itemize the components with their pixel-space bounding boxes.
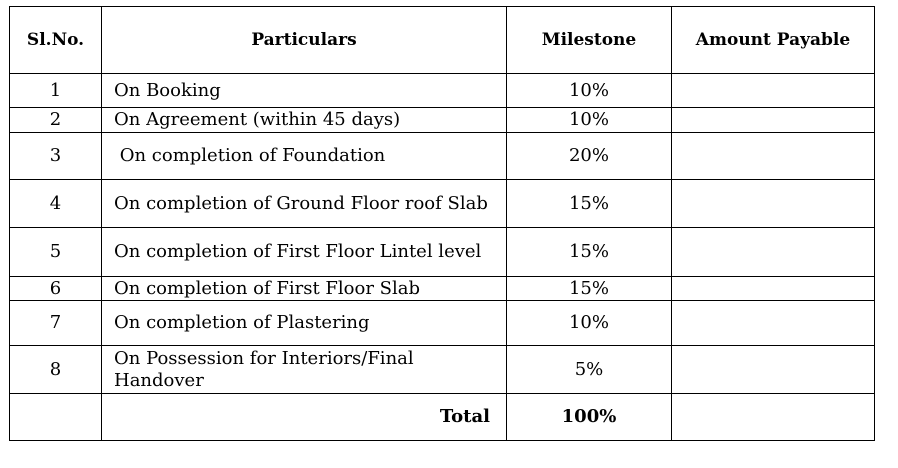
payment-schedule-table <box>9 6 875 441</box>
total-label: Total <box>102 394 507 441</box>
table-row <box>10 277 875 301</box>
sl-no-cell: 7 <box>10 301 102 346</box>
milestone-cell: 15% <box>507 228 672 277</box>
amount-cell <box>672 133 875 180</box>
header-sl-no: Sl.No. <box>10 7 102 74</box>
amount-cell <box>672 301 875 346</box>
amount-cell <box>672 346 875 394</box>
sl-no-cell: 5 <box>10 228 102 277</box>
table-row <box>10 228 875 277</box>
sl-no-cell: 6 <box>10 277 102 301</box>
table-row <box>10 301 875 346</box>
particulars-cell: On Possession for Interiors/Final Handover <box>102 346 507 394</box>
amount-cell <box>672 108 875 133</box>
sl-no-cell: 3 <box>10 133 102 180</box>
table-row <box>10 74 875 108</box>
amount-cell <box>672 74 875 108</box>
amount-cell <box>672 277 875 301</box>
milestone-cell: 15% <box>507 180 672 228</box>
particulars-cell: On completion of Foundation <box>102 133 507 180</box>
sl-no-cell: 2 <box>10 108 102 133</box>
sl-no-cell: 8 <box>10 346 102 394</box>
header-milestone: Milestone <box>507 7 672 74</box>
total-amount-cell <box>672 394 875 441</box>
header-particulars: Particulars <box>102 7 507 74</box>
table-row <box>10 346 875 394</box>
particulars-cell: On completion of First Floor Lintel level <box>102 228 507 277</box>
sl-no-cell: 4 <box>10 180 102 228</box>
particulars-cell: On completion of Ground Floor roof Slab <box>102 180 507 228</box>
milestone-cell: 10% <box>507 74 672 108</box>
particulars-cell: On Booking <box>102 74 507 108</box>
table-row <box>10 180 875 228</box>
amount-cell <box>672 228 875 277</box>
payment-schedule-container <box>9 6 875 441</box>
particulars-cell: On completion of First Floor Slab <box>102 277 507 301</box>
total-milestone: 100% <box>507 394 672 441</box>
header-row <box>10 7 875 74</box>
total-empty-cell <box>10 394 102 441</box>
milestone-cell: 20% <box>507 133 672 180</box>
total-row <box>10 394 875 441</box>
particulars-cell: On completion of Plastering <box>102 301 507 346</box>
header-amount-payable: Amount Payable <box>672 7 875 74</box>
milestone-cell: 15% <box>507 277 672 301</box>
milestone-cell: 5% <box>507 346 672 394</box>
sl-no-cell: 1 <box>10 74 102 108</box>
table-row <box>10 133 875 180</box>
milestone-cell: 10% <box>507 108 672 133</box>
milestone-cell: 10% <box>507 301 672 346</box>
particulars-cell: On Agreement (within 45 days) <box>102 108 507 133</box>
table-row <box>10 108 875 133</box>
amount-cell <box>672 180 875 228</box>
